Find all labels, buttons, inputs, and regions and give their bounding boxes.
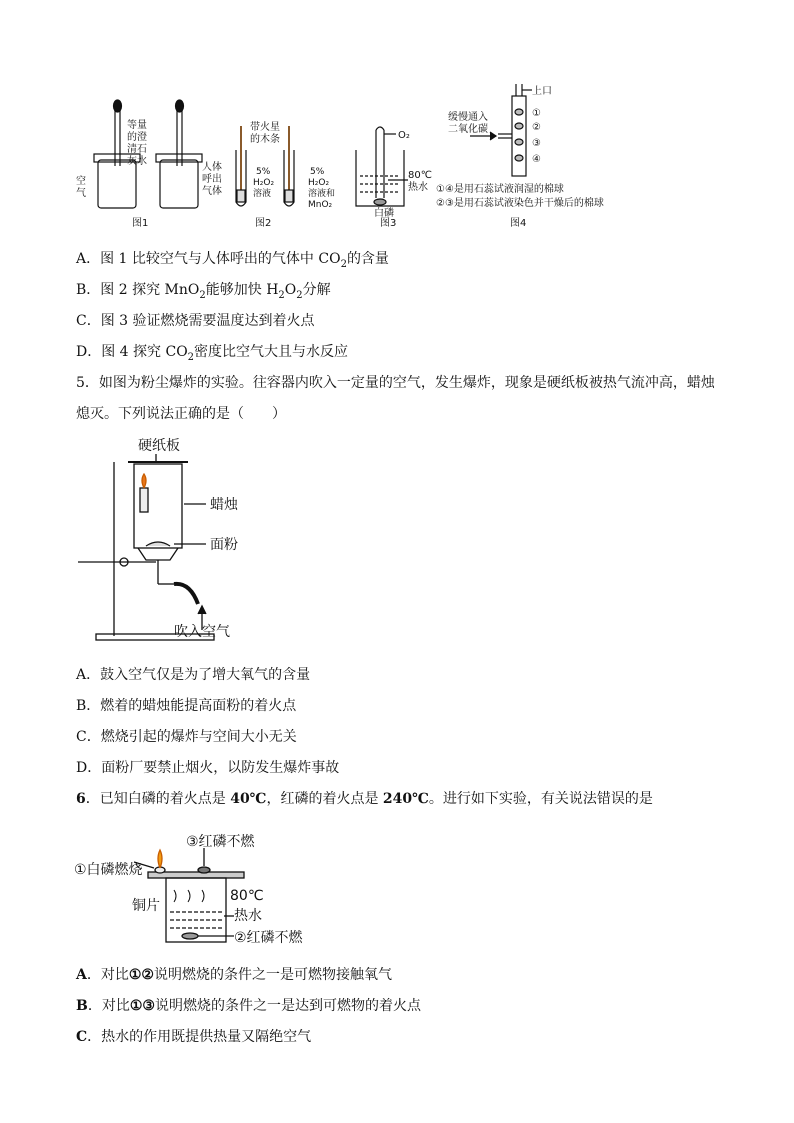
q6-option-b-letter: B [76,998,88,1014]
q6-label-1: ①白磷燃烧 [74,862,143,878]
q4-option-b-o: O [284,282,297,298]
fig1-dropper-label-0: 等量 [127,120,147,131]
q6-option-b-pre: ．对比 [87,998,130,1014]
fig1-dropper-label-2: 清石 [127,144,147,155]
q5-option-c: C．燃烧引起的爆炸与空间大小无关 [76,729,297,745]
q4-option-c: C．图 3 验证燃烧需要温度达到着火点 [76,313,315,329]
q4-option-a-sub: 2 [340,258,347,270]
q5-label-candle: 蜡烛 [210,497,238,513]
q4-option-b-sub2: 2 [278,289,285,301]
fig1-right-label-1: 呼出 [202,174,222,185]
q5-label-board: 硬纸板 [138,438,180,454]
fig4-caption: 图4 [510,218,527,229]
fig1-left-label-1: 气 [76,188,86,199]
q6-apparatus [134,848,244,942]
q4-option-b-tail: 分解 [302,282,331,298]
q5-figure-svg [74,434,274,646]
q6-figure-svg [74,832,314,952]
q4-option-b-sub1: 2 [199,289,206,301]
fig4-top-label: 上口 [532,86,552,97]
q5-label-air: 吹入空气 [174,624,230,640]
fig1-caption: 图1 [132,218,149,229]
fig2-tube2-label-3: MnO₂ [308,200,333,210]
fig2-tube1-label-1: H₂O₂ [253,178,275,188]
q6-option-b [76,997,421,1015]
q6-option-a-pre: ．对比 [86,967,129,983]
q5-stem-line2: 熄灭。下列说法正确的是（ ） [76,406,286,422]
q4-option-a-text: A．图 1 比较空气与人体呼出的气体中 CO [76,251,341,267]
q4-option-b-text: B．图 2 探究 MnO [76,282,200,298]
fig2-tube1-label-2: 溶液 [253,189,272,199]
fig2-caption: 图2 [255,218,272,229]
fig4-inlet-label-0: 缓慢通入 [448,112,488,123]
figure-row-svg [70,80,670,230]
q5-apparatus [78,454,214,640]
q6-option-c [76,1028,311,1046]
q5-option-d: D．面粉厂要禁止烟火，以防发生爆炸事故 [76,760,340,776]
fig3-caption: 图3 [380,218,397,229]
fig2-stick-label-0: 带火星 [250,122,280,133]
fig2-tube1-label-0: 5% [256,167,271,177]
q4-option-a [76,250,389,274]
fig1-dropper-label-3: 灰水 [127,156,147,167]
fig1-left-label-0: 空 [76,176,86,187]
q6-temp-red: 240℃ [382,791,429,807]
q6-figure [74,832,314,952]
fig4-ball-label-2: ③ [532,138,541,149]
q6-option-b-text: 说明燃烧的条件之一是达到可燃物的着火点 [154,998,421,1014]
q6-stem-part2: ，红磷的着火点是 [266,791,383,807]
fig1-dropper-label-1: 的澄 [127,132,147,143]
fig4-ball-label-0: ① [532,108,541,119]
q5-option-a: A．鼓入空气仅是为了增大氧气的含量 [76,667,311,683]
q6-option-a [76,966,392,984]
q4-option-b [76,281,331,305]
fig1-right-label-0: 人体 [202,162,222,173]
q5-stem-line1: 5．如图为粉尘爆炸的实验。往容器内吹入一定量的空气，发生爆炸，现象是硬纸板被热气流冲高，蜡烛 [76,375,715,391]
fig3-water-label-1: 热水 [408,182,428,193]
q5-label-flour: 面粉 [210,537,238,553]
q6-label-water: 热水 [234,908,262,924]
fig4-inlet-label-1: 二氧化碳 [448,124,488,135]
q6-stem [76,790,653,808]
q6-option-a-letter: A [76,967,87,983]
figure-row [70,80,670,230]
fig4-note-2: ②③是用石蕊试液染色并干燥后的棉球 [436,198,604,209]
q6-temp-white: 40℃ [230,791,267,807]
q6-option-a-text: 说明燃烧的条件之一是可燃物接触氧气 [153,967,392,983]
q6-label-temp: 80℃ [230,888,264,904]
fig2-tube2-label-1: H₂O₂ [308,178,330,188]
q4-option-d [76,343,348,367]
q6-label-2: ②红磷不燃 [234,930,303,946]
q4-option-b-mid: 能够加快 H [205,282,279,298]
q4-option-d-text: D．图 4 探究 CO [76,344,188,360]
q4-option-a-tail: 的含量 [346,251,389,267]
q4-option-d-tail: 密度比空气大且与水反应 [194,344,349,360]
fig3-gas-label: O₂ [398,130,410,141]
q6-label-3: ③红磷不燃 [186,834,255,850]
fig2-tube2-label-0: 5% [310,167,325,177]
fig2-stick-label-1: 的木条 [250,134,280,145]
fig3-water-label-0: 80℃ [408,170,432,181]
q4-option-d-sub: 2 [187,351,195,363]
fig4-note-1: ①④是用石蕊试液润湿的棉球 [436,184,564,195]
q6-option-a-nums: ①② [128,967,154,983]
q5-figure [74,434,274,646]
fig4-ball-label-3: ④ [532,154,541,165]
q6-option-c-text: ．热水的作用既提供热量又隔绝空气 [87,1029,312,1045]
q6-option-c-letter: C [76,1029,88,1045]
fig4-ball-label-1: ② [532,122,541,133]
fig1-right-label-2: 气体 [202,186,222,197]
q6-option-b-nums: ①③ [129,998,155,1014]
fig3-bottom-label: 白磷 [374,208,394,219]
fig1-drawing [94,100,202,208]
q4-option-b-sub3: 2 [296,289,303,301]
fig2-tube2-label-2: 溶液和 [308,189,336,199]
q5-option-b: B．燃着的蜡烛能提高面粉的着火点 [76,698,297,714]
q6-label-copper: 铜片 [132,898,160,914]
q6-stem-part3: 。进行如下实验，有关说法错误的是 [428,791,653,807]
q6-stem-part1: ．已知白磷的着火点是 [85,791,231,807]
q6-number: 6 [76,791,86,807]
